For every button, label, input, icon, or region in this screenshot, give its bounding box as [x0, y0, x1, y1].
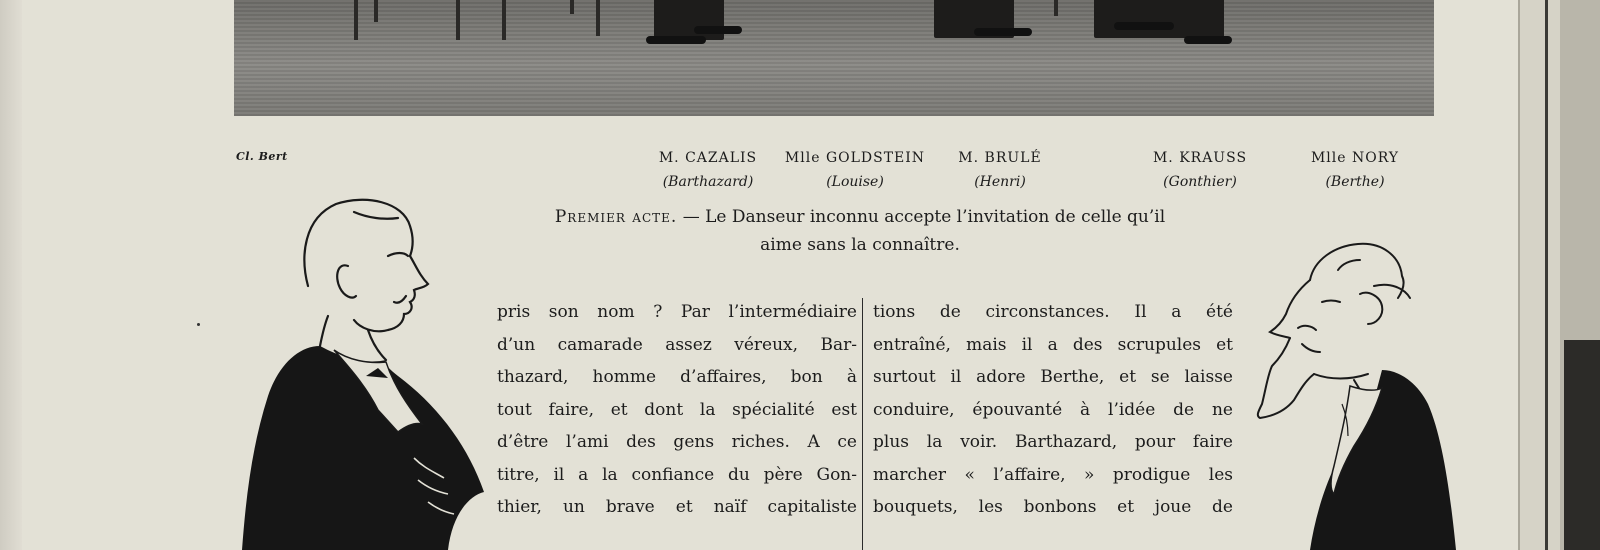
- text-line: bouquets, les bonbons et joue de: [873, 497, 1233, 517]
- text-line: tout faire, et dont la spécialité est: [497, 399, 857, 420]
- text-line: titre, il a la confiance du père Gon-: [497, 464, 857, 485]
- text-line: entraîné, mais il a des scrupules et: [873, 334, 1233, 355]
- text-line: tions de circonstances. Il a été: [873, 302, 1233, 322]
- text-line: surtout il adore Berthe, et se laisse: [873, 367, 1233, 387]
- text-line: thier, un brave et naïf capitaliste: [497, 497, 857, 517]
- act-label: Premier acte.: [554, 207, 678, 227]
- speck: [197, 323, 200, 326]
- article-column-right: [873, 296, 1233, 524]
- column-divider: [862, 298, 863, 550]
- text-line: plus la voir. Barthazard, pour faire: [873, 432, 1233, 452]
- text-line: d’un camarade assez véreux, Bar-: [497, 334, 857, 355]
- cast-member: M. CAZALIS (Barthazard): [658, 150, 758, 190]
- cast-member: M. KRAUSS (Gonthier): [1152, 150, 1248, 190]
- photo-credit: Cl. Bert: [236, 150, 288, 163]
- article-column-left: [497, 296, 857, 524]
- caricature-left-illustration: [238, 196, 488, 550]
- stage-photograph: [234, 0, 1434, 116]
- cast-member: Mlle NORY (Berthe): [1310, 150, 1400, 190]
- text-line: conduire, épouvanté à l’idée de ne: [873, 399, 1233, 420]
- text-line: thazard, homme d’affaires, bon à: [497, 367, 857, 387]
- page-edge: [1518, 0, 1560, 550]
- binding-line: [1545, 0, 1548, 550]
- caricature-right-illustration: [1250, 240, 1460, 550]
- scan-margin-left: [0, 0, 22, 550]
- text-line: d’être l’ami des gens riches. A ce: [497, 432, 857, 452]
- cast-member: Mlle GOLDSTEIN (Louise): [784, 150, 926, 190]
- scan-margin-right: [1560, 0, 1600, 550]
- photo-caption: Premier acte. — Le Danseur inconnu accepte l’invitation de celle qu’il aime sans la connaître.: [554, 207, 1166, 255]
- text-line: pris son nom ? Par l’intermédiaire: [497, 302, 857, 322]
- cast-member: M. BRULÉ (Henri): [958, 150, 1042, 190]
- text-line: marcher « l’affaire, » prodigue les: [873, 464, 1233, 485]
